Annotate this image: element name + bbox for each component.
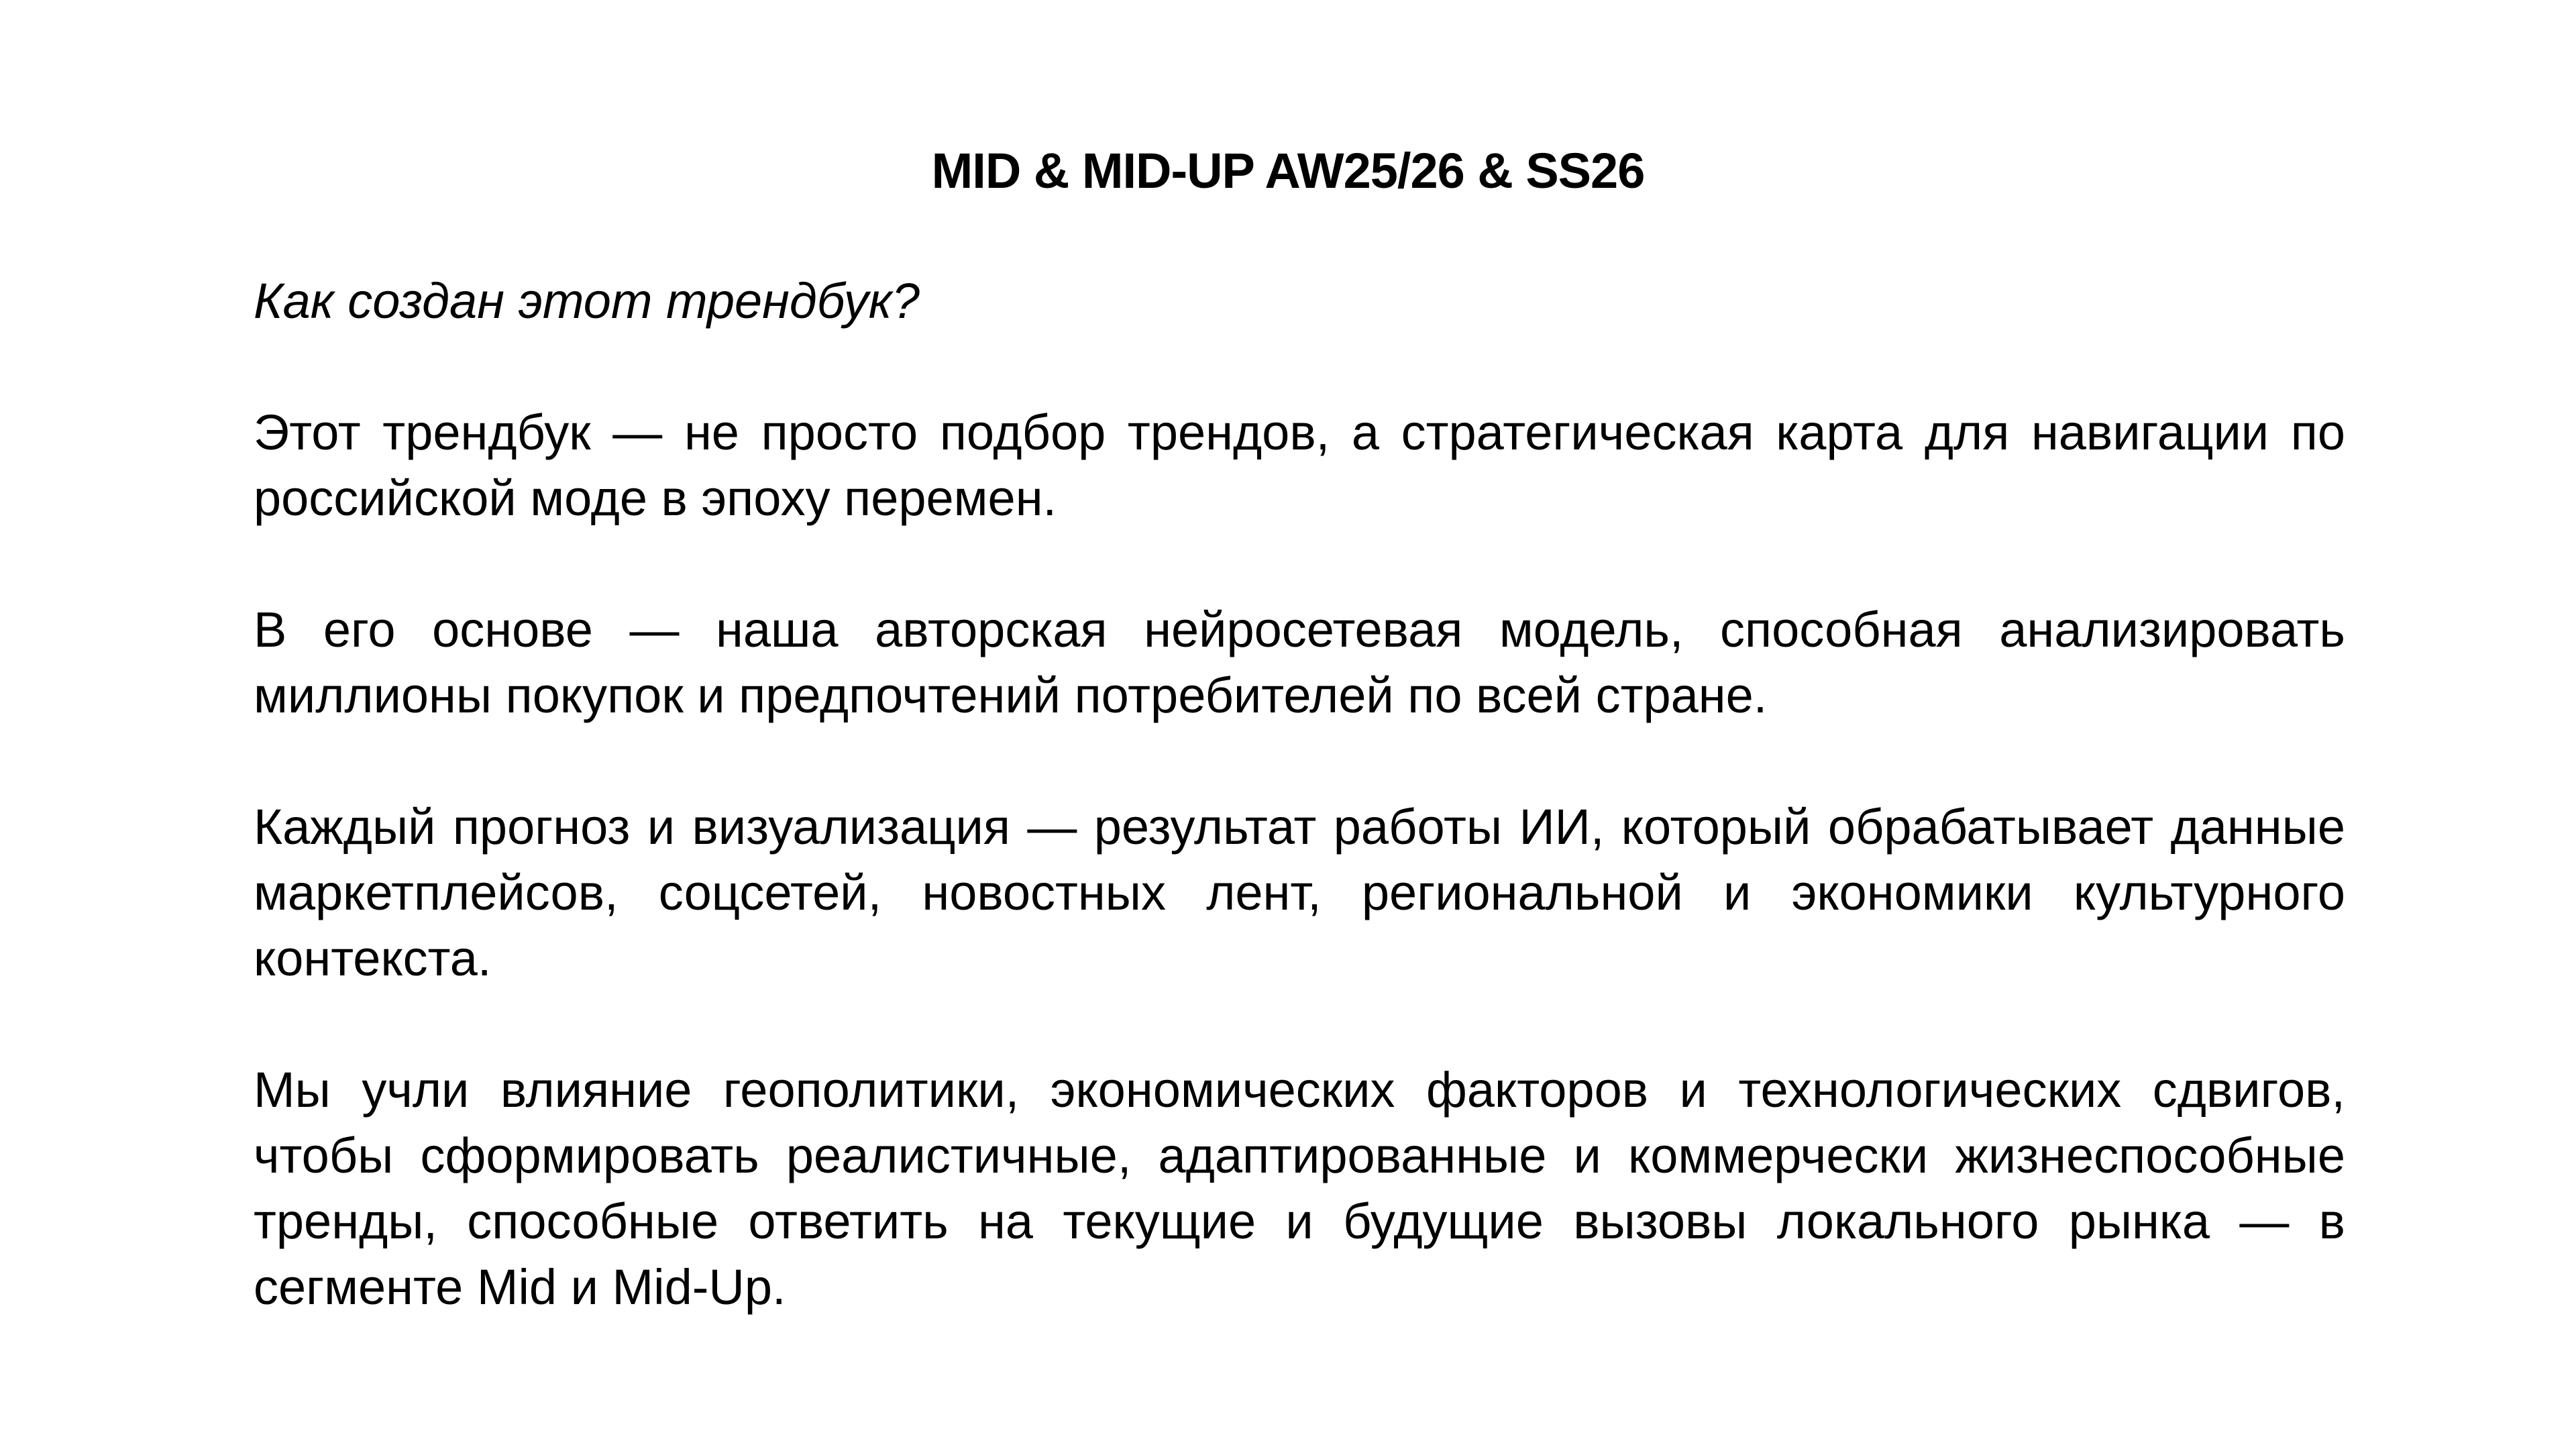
paragraph-factors: Мы учли влияние геополитики, экономических факторов и технологических сдвигов, чтобы сформировать реалистичные, адаптированные и коммерчески жизнеспособные тренды, способные ответить на текущие и будущие вызовы локального рынка — в сегменте Mid и Mid-Up.: [254, 1062, 2345, 1315]
slide-title: MID & MID-UP AW25/26 & SS26: [931, 143, 1645, 199]
slide-subtitle: Как создан этот трендбук?: [254, 273, 920, 329]
paragraph-model: В его основе — наша авторская нейросетевая модель, способная анализировать миллионы покупок и предпочтений потребителей по всей стране.: [254, 602, 2345, 723]
paragraph-intro: Этот трендбук — не просто подбор трендов, а стратегическая карта для навигации по российской моде в эпоху перемен.: [254, 405, 2345, 526]
slide-body: [254, 268, 2345, 1320]
paragraph-forecast: Каждый прогноз и визуализация — результат работы ИИ, который обрабатывает данные маркетплейсов, соцсетей, новостных лент, региональной и экономики культурного контекста.: [254, 799, 2345, 986]
